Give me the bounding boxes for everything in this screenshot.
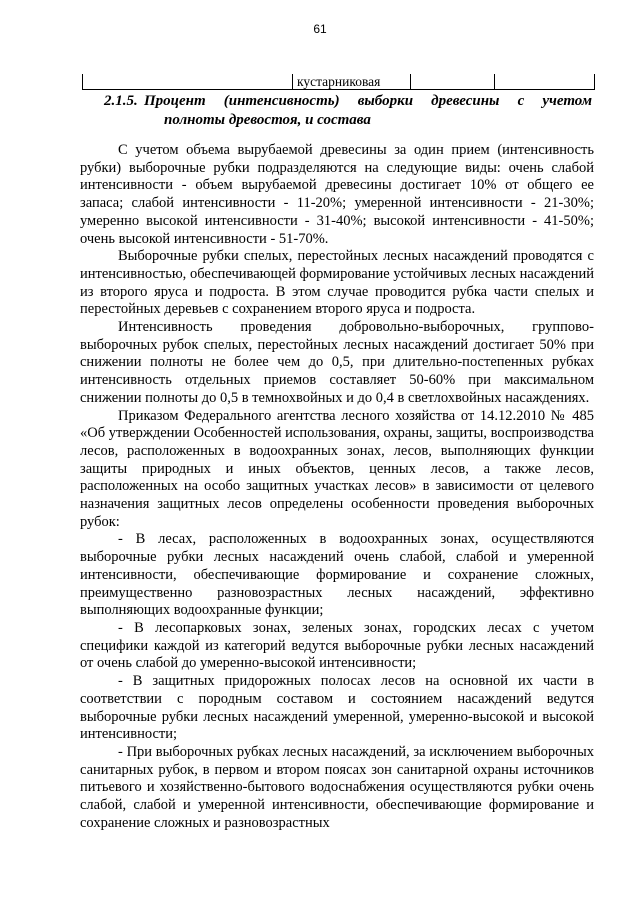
list-item-sanitary-zones: - При выборочных рубках лесных насаждений, за исключением выборочных санитарных рубок, в первом и втором поясах зон санитарной охраны источников питьевого и хозяйственно-бытового водоснабжения осуществляются рубки очень слабой, слабой и умеренной интенсивности, обеспечивающие формирование и сохранение сложных и разновозрастных xyxy=(80,743,594,831)
table-cell: кустарниковая xyxy=(293,74,411,90)
section-heading-line1 xyxy=(104,92,592,111)
paragraph-intensity-types: С учетом объема вырубаемой древесины за один прием (интенсивность рубки) выборочные рубки подразделяются на следующие виды: очень слабой интенсивности - объем вырубаемой древесины достигает 10% от общего ее запаса; слабой интенсивности - 11-20%; умеренной интенсивности - 21-30%; умеренно высокой интенсивности - 31-40%; высокой интенсивности - 41-50%; очень высокой интенсивности - 51-70%. xyxy=(80,142,594,247)
table-row xyxy=(83,74,595,90)
section-heading xyxy=(104,92,592,130)
paragraph-order-485: Приказом Федерального агентства лесного хозяйства от 14.12.2010 № 485 «Об утверждении Особенностей использования, охраны, защиты, воспроизводства лесов, расположенных в водоохранных зонах, лесов, выполняющих функции защиты природных и иных объектов, ценных лесов, а также лесов, расположенных на особо защитных участках лесов» в зависимости от целевого назначения защитных лесов определены особенности проведения выборочных рубок: xyxy=(80,407,594,530)
list-item-roadside-strips: - В защитных придорожных полосах лесов на основной их части в соответствии с породным составом и состоянием насаждений ведутся выборочные рубки лесных насаждений умеренной, умеренно-высокой и высокой интенсивности; xyxy=(80,673,594,743)
table-cell xyxy=(83,74,293,90)
table-cell xyxy=(411,74,495,90)
list-item-water-protection: - В лесах, расположенных в водоохранных зонах, осуществляются выборочные рубки лесных насаждений очень слабой, слабой и умеренной интенсивности, обеспечивающие формирование и сохранение сложных, преимущественно разновозрастных лесных насаждений, эффективно выполняющих водоохранные функции; xyxy=(80,531,594,619)
list-item-forest-parks: - В лесопарковых зонах, зеленых зонах, городских лесах с учетом специфики каждой из категорий ведутся выборочные рубки лесных насаждений от очень слабой до умеренно-высокой интенсивности; xyxy=(80,619,594,672)
section-title-line2: полноты древостоя, и состава xyxy=(164,112,371,128)
paragraph-mature-stands: Выборочные рубки спелых, перестойных лесных насаждений проводятся с интенсивностью, обеспечивающей формирование устойчивых лесных насаждений из второго яруса и подроста. В этом случае проводится рубка части спелых и перестойных деревьев с сохранением второго яруса и подроста. xyxy=(80,248,594,318)
table-fragment xyxy=(82,74,595,90)
section-number: 2.1.5. xyxy=(104,93,138,109)
section-title-line1: Процент (интенсивность) выборки древесины с учетом xyxy=(144,93,592,109)
body-text xyxy=(80,142,594,832)
page-number: 61 xyxy=(313,22,327,36)
table-cell xyxy=(495,74,595,90)
paragraph-intensity-values: Интенсивность проведения добровольно-выборочных, группово-выборочных рубок спелых, перестойных лесных насаждений достигает 50% при снижении полноты не более чем до 0,5, при длительно-постепенных рубках интенсивность отдельных приемов составляет 50-60% при максимальном снижении полноты до 0,5 в темнохвойных и до 0,4 в светлохвойных насаждениях. xyxy=(80,319,594,406)
